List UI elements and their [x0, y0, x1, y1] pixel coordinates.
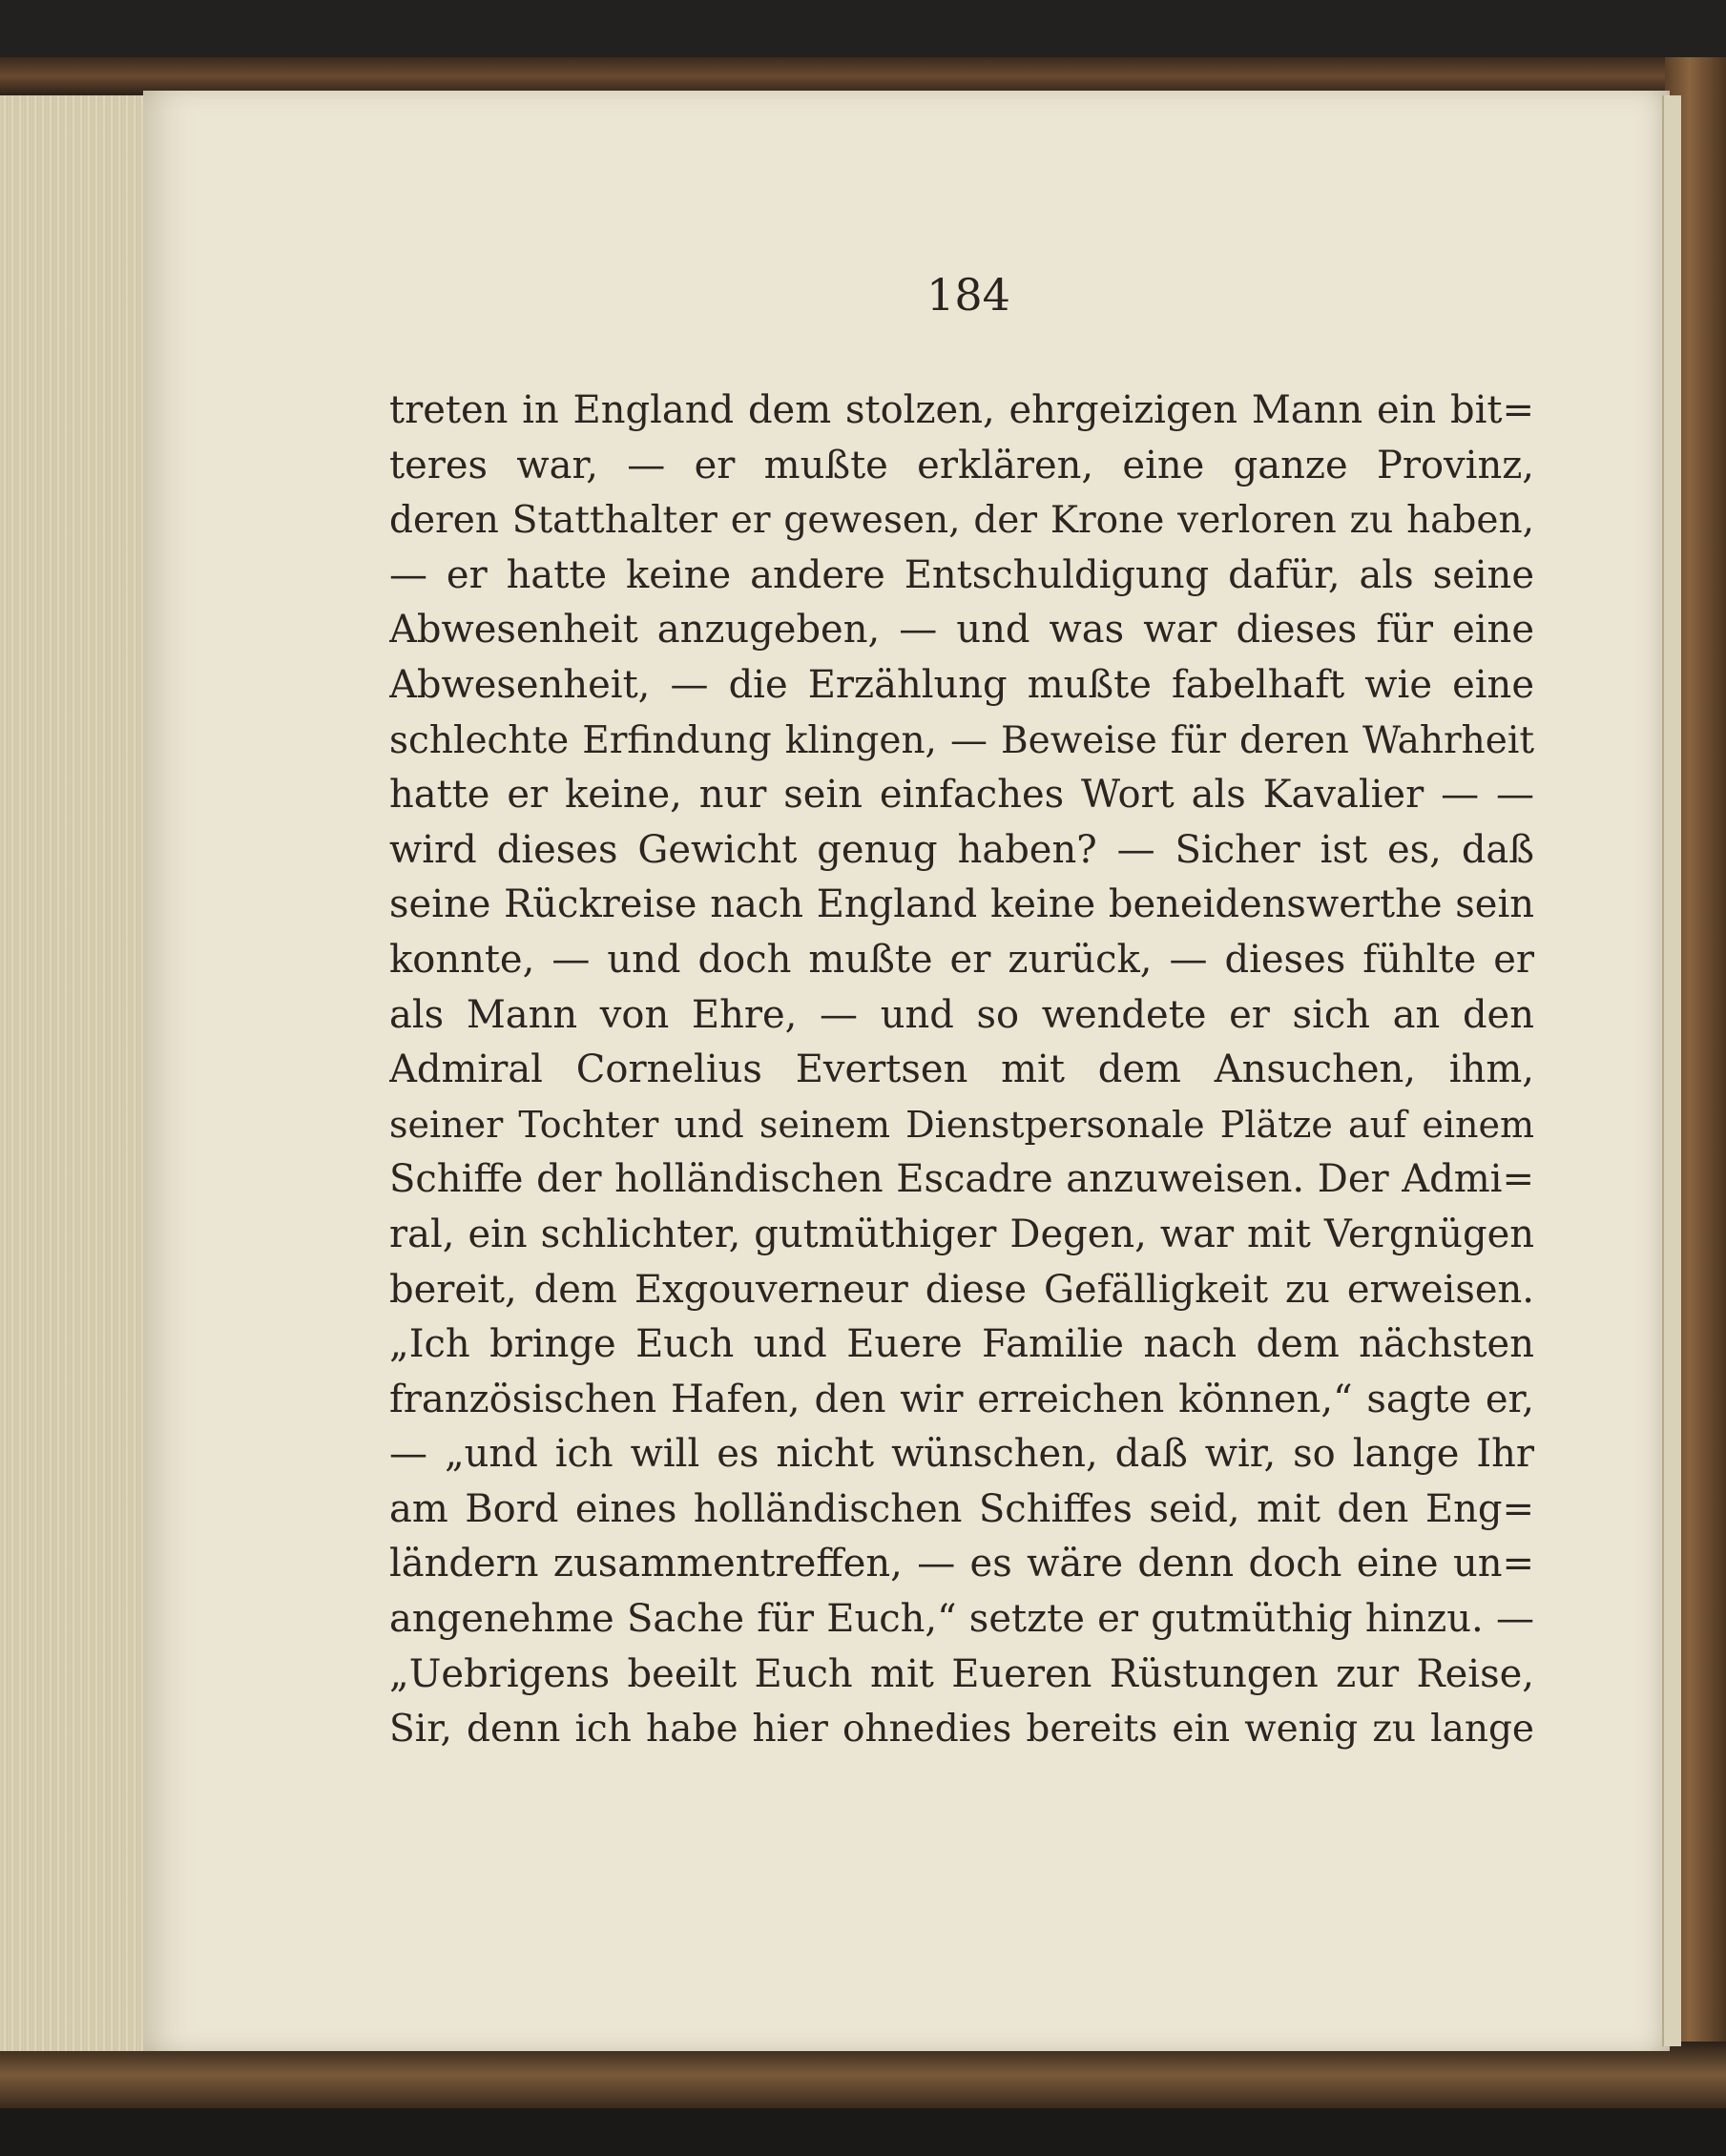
page-number: 184: [926, 269, 1010, 321]
text-line: konnte, — und doch mußte er zurück, — dieses fühlte er: [389, 937, 1534, 982]
text-line: französischen Hafen, den wir erreichen können,“ sagte er,: [389, 1377, 1534, 1421]
right-page-leaf: [1662, 95, 1681, 2046]
text-line: ral, ein schlichter, gutmüthiger Degen, war mit Vergnügen: [389, 1212, 1534, 1256]
text-line: Abwesenheit, — die Erzählung mußte fabelhaft wie eine: [389, 662, 1534, 707]
text-line: hatte er keine, nur sein einfaches Wort als Kavalier — —: [389, 773, 1534, 818]
text-line: „Uebrigens beeilt Euch mit Eueren Rüstungen zur Reise,: [389, 1651, 1534, 1696]
text-line: teres war, — er mußte erklären, eine ganze Provinz,: [389, 443, 1534, 487]
text-line: angenehme Sache für Euch,“ setzte er gutmüthig hinzu. —: [389, 1597, 1534, 1642]
body-text: [389, 384, 1534, 1757]
text-line: ländern zusammentreffen, — es wäre denn doch eine un=: [389, 1542, 1534, 1586]
book-cover-bottom-edge: [0, 2042, 1726, 2108]
text-line: deren Statthalter er gewesen, der Krone verloren zu haben,: [389, 499, 1534, 543]
text-line: treten in England dem stolzen, ehrgeizigen Mann ein bit=: [389, 388, 1534, 432]
text-line: Sir, denn ich habe hier ohnedies bereits ein wenig zu lange: [389, 1708, 1534, 1752]
book-cover-top-edge: [0, 57, 1726, 95]
text-line: — „und ich will es nicht wünschen, daß wir, so lange Ihr: [389, 1432, 1534, 1477]
text-line: seine Rückreise nach England keine beneidenswerthe sein: [389, 882, 1534, 927]
text-line: schlechte Erfindung klingen, — Beweise für deren Wahrheit: [389, 718, 1534, 762]
text-line: als Mann von Ehre, — und so wendete er sich an den: [389, 992, 1534, 1037]
text-line: — er hatte keine andere Entschuldigung dafür, als seine: [389, 552, 1534, 597]
text-line: Admiral Cornelius Evertsen mit dem Ansuchen, ihm,: [389, 1047, 1534, 1092]
text-line: „Ich bringe Euch und Euere Familie nach dem nächsten: [389, 1322, 1534, 1367]
text-line: seiner Tochter und seinem Dienstpersonale Plätze auf einem: [389, 1103, 1534, 1146]
stacked-page-edges: [0, 95, 145, 2051]
text-line: Schiffe der holländischen Escadre anzuweisen. Der Admi=: [389, 1157, 1534, 1202]
text-line: am Bord eines holländischen Schiffes seid, mit den Eng=: [389, 1486, 1534, 1531]
text-line: bereit, dem Exgouverneur diese Gefälligkeit zu erweisen.: [389, 1267, 1534, 1312]
text-line: Abwesenheit anzugeben, — und was war dieses für eine: [389, 608, 1534, 653]
text-line: wird dieses Gewicht genug haben? — Sicher ist es, daß: [389, 827, 1534, 872]
